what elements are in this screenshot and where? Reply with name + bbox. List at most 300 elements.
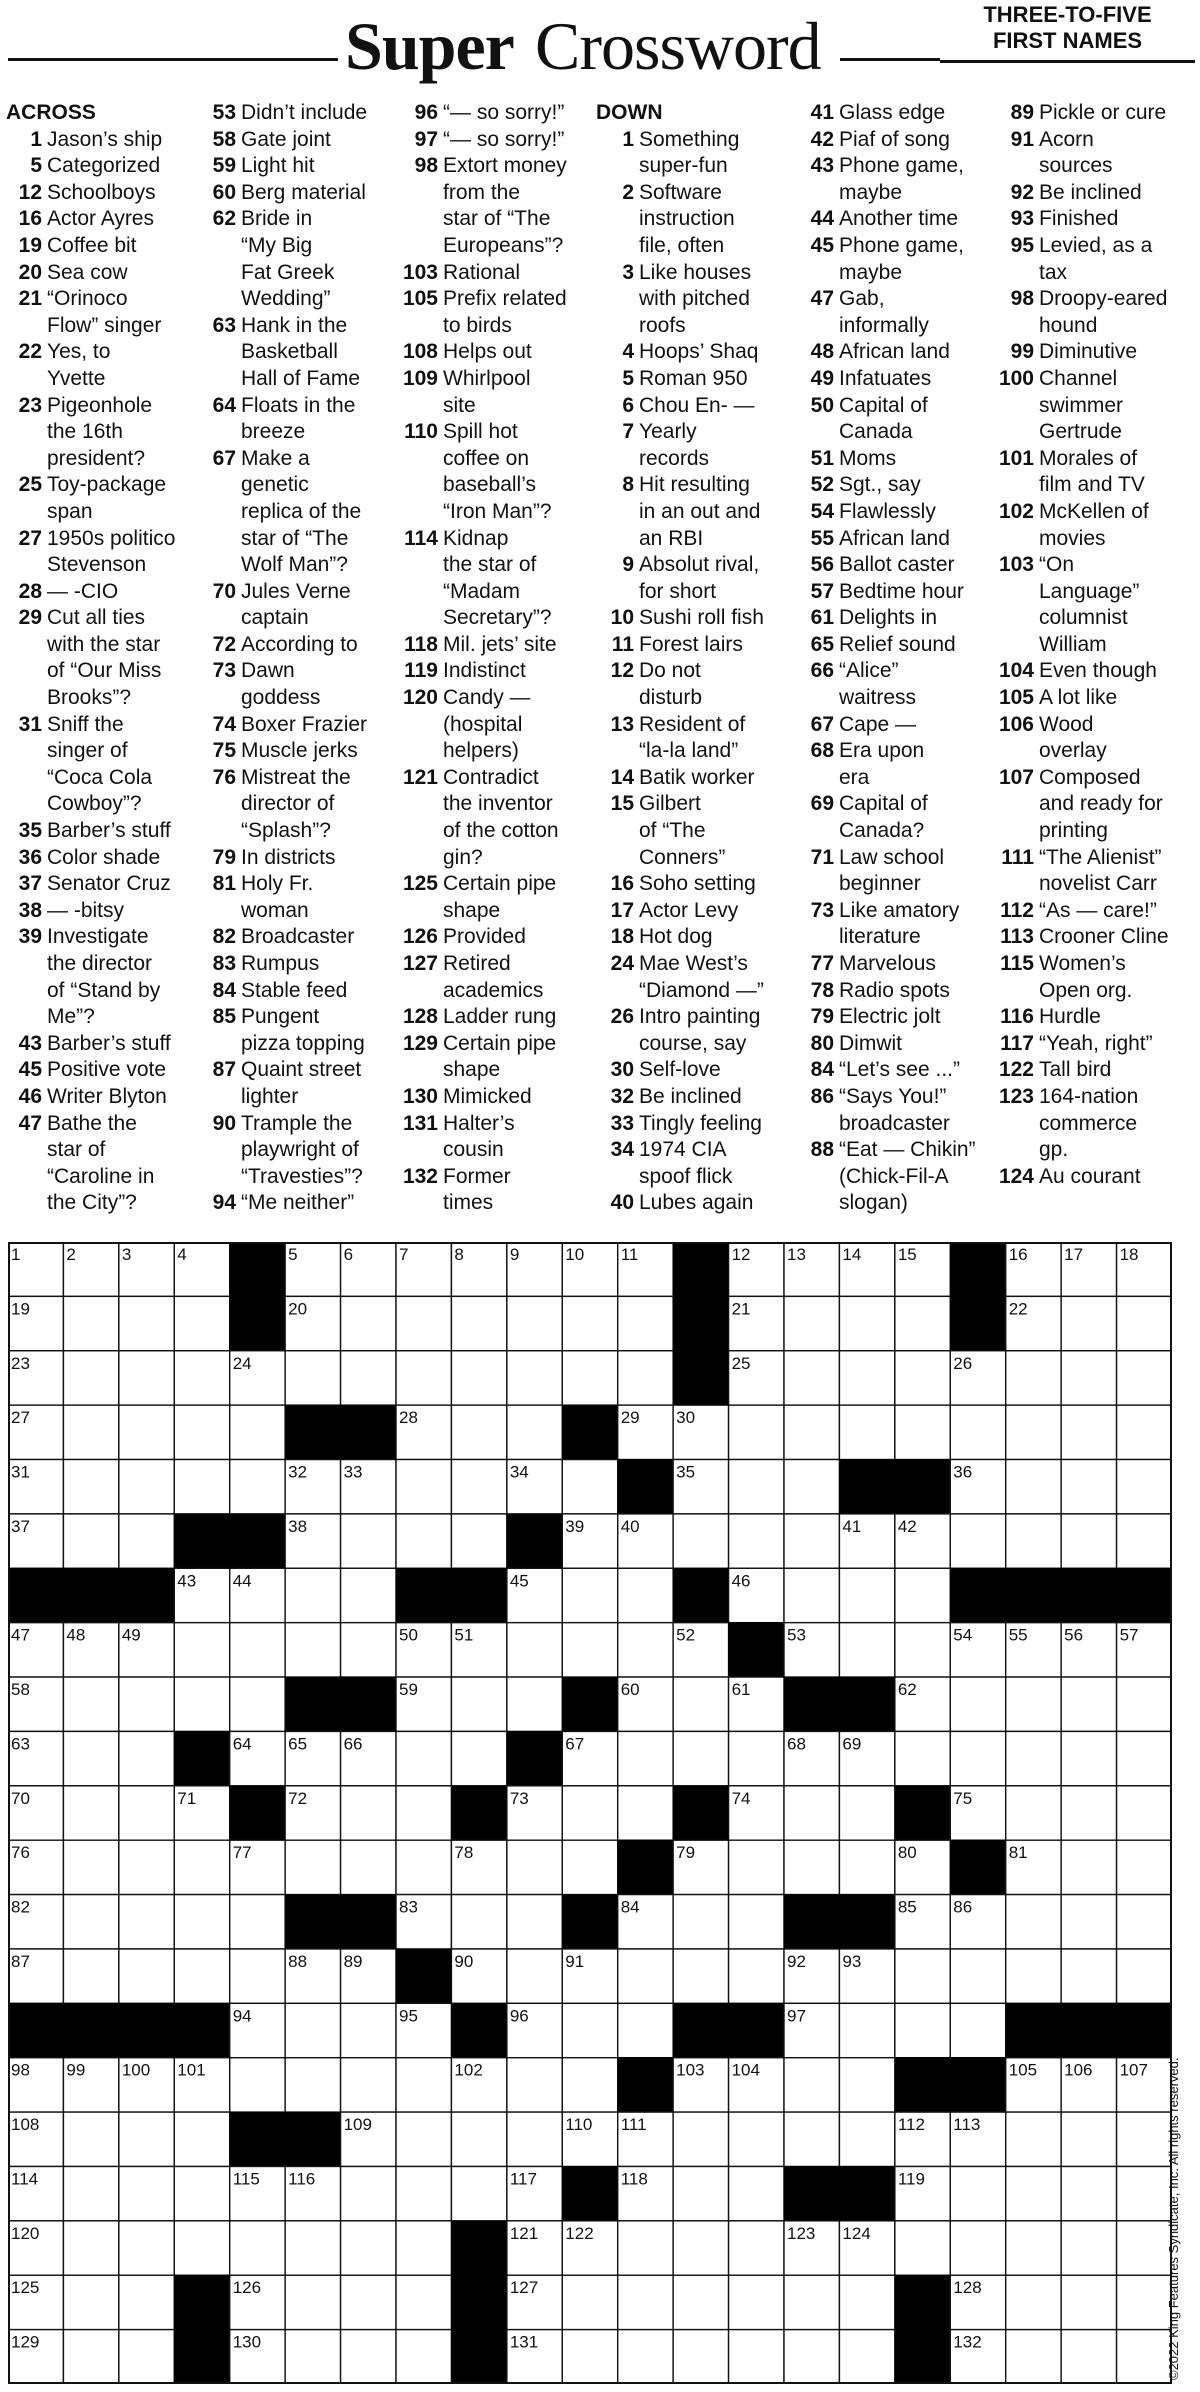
grid-cell[interactable]	[950, 1731, 1005, 1785]
grid-cell[interactable]	[396, 2275, 451, 2329]
grid-cell[interactable]	[618, 2221, 673, 2275]
grid-cell[interactable]	[950, 2003, 1005, 2057]
clue-item[interactable]	[6, 818, 216, 845]
grid-cell[interactable]	[618, 1786, 673, 1840]
grid-cell[interactable]	[119, 2112, 174, 2166]
grid-cell[interactable]	[618, 1351, 673, 1405]
grid-cell[interactable]	[285, 1568, 340, 1622]
grid-cell[interactable]	[1061, 1460, 1116, 1514]
clue-item[interactable]	[596, 658, 796, 711]
grid-cell[interactable]	[63, 1460, 118, 1514]
clue-item[interactable]	[990, 499, 1196, 552]
grid-cell[interactable]	[1006, 1949, 1061, 2003]
grid-cell[interactable]	[784, 1296, 839, 1350]
grid-cell[interactable]	[1006, 2166, 1061, 2220]
clue-item[interactable]	[596, 1057, 796, 1084]
grid-cell[interactable]	[119, 1514, 174, 1568]
clue-item[interactable]	[200, 127, 400, 154]
grid-cell[interactable]	[1006, 1460, 1061, 1514]
clue-item[interactable]	[398, 685, 598, 765]
clue-item[interactable]	[800, 526, 996, 553]
clue-item[interactable]	[6, 153, 216, 180]
clue-item[interactable]	[6, 1057, 216, 1084]
grid-cell[interactable]	[63, 1731, 118, 1785]
grid-cell[interactable]	[618, 1623, 673, 1677]
clue-item[interactable]	[800, 472, 996, 499]
grid-cell[interactable]	[451, 2112, 506, 2166]
clue-item[interactable]	[200, 313, 400, 393]
grid-cell[interactable]	[285, 1351, 340, 1405]
grid-cell[interactable]	[507, 1623, 562, 1677]
grid-cell[interactable]	[63, 2330, 118, 2384]
grid-cell[interactable]	[119, 1786, 174, 1840]
grid-cell[interactable]	[895, 1405, 950, 1459]
clue-item[interactable]	[990, 339, 1196, 366]
grid-cell[interactable]	[673, 1949, 728, 2003]
grid-cell[interactable]	[784, 2275, 839, 2329]
grid-cell[interactable]	[1117, 1514, 1172, 1568]
clue-item[interactable]	[596, 1004, 796, 1057]
grid-cell[interactable]	[119, 2330, 174, 2384]
clue-item[interactable]	[6, 339, 216, 392]
grid-cell[interactable]	[562, 2330, 617, 2384]
clue-item[interactable]	[990, 1164, 1196, 1191]
grid-cell[interactable]	[1117, 2221, 1172, 2275]
clue-item[interactable]	[6, 127, 216, 154]
grid-cell[interactable]	[729, 2221, 784, 2275]
grid-cell[interactable]	[562, 1296, 617, 1350]
grid-cell[interactable]	[784, 1405, 839, 1459]
clue-item[interactable]	[990, 233, 1196, 286]
clue-item[interactable]	[596, 366, 796, 393]
clue-item[interactable]	[990, 658, 1196, 685]
clue-item[interactable]	[200, 658, 400, 711]
clue-item[interactable]	[990, 180, 1196, 207]
grid-cell[interactable]	[396, 2058, 451, 2112]
clue-item[interactable]	[596, 1190, 796, 1217]
grid-cell[interactable]	[729, 1731, 784, 1785]
clue-item[interactable]	[398, 632, 598, 659]
clue-item[interactable]	[6, 605, 216, 711]
grid-cell[interactable]	[562, 1840, 617, 1894]
grid-cell[interactable]	[174, 2166, 229, 2220]
grid-cell[interactable]	[341, 2221, 396, 2275]
grid-cell[interactable]	[839, 2112, 894, 2166]
grid-cell[interactable]	[174, 1677, 229, 1731]
clue-item[interactable]	[800, 552, 996, 579]
grid-cell[interactable]	[895, 1296, 950, 1350]
clue-item[interactable]	[800, 1137, 996, 1217]
grid-cell[interactable]	[119, 1351, 174, 1405]
grid-cell[interactable]	[285, 2058, 340, 2112]
grid-cell[interactable]	[174, 1895, 229, 1949]
clue-item[interactable]	[6, 393, 216, 473]
clue-item[interactable]	[596, 951, 796, 1004]
grid-cell[interactable]	[341, 2058, 396, 2112]
grid-cell[interactable]	[1117, 1731, 1172, 1785]
clue-item[interactable]	[990, 924, 1196, 951]
clue-item[interactable]	[398, 286, 598, 339]
grid-cell[interactable]	[1117, 1405, 1172, 1459]
grid-cell[interactable]	[119, 1840, 174, 1894]
grid-cell[interactable]	[729, 1949, 784, 2003]
grid-cell[interactable]	[839, 1840, 894, 1894]
grid-cell[interactable]	[784, 1568, 839, 1622]
clue-item[interactable]	[200, 924, 400, 951]
grid-cell[interactable]	[1061, 1895, 1116, 1949]
clue-item[interactable]	[398, 1111, 598, 1164]
clue-item[interactable]	[398, 339, 598, 366]
grid-cell[interactable]	[1117, 2275, 1172, 2329]
clue-item[interactable]	[398, 924, 598, 951]
grid-cell[interactable]	[451, 1677, 506, 1731]
grid-cell[interactable]	[784, 1840, 839, 1894]
grid-cell[interactable]	[673, 2275, 728, 2329]
clue-item[interactable]	[990, 951, 1196, 1004]
grid-cell[interactable]	[451, 1460, 506, 1514]
clue-item[interactable]	[596, 791, 796, 871]
grid-cell[interactable]	[1006, 1514, 1061, 1568]
clue-item[interactable]	[596, 898, 796, 925]
clue-item[interactable]	[800, 978, 996, 1005]
grid-cell[interactable]	[507, 1405, 562, 1459]
grid-cell[interactable]	[673, 2166, 728, 2220]
grid-cell[interactable]	[673, 1895, 728, 1949]
grid-cell[interactable]	[562, 1623, 617, 1677]
grid-cell[interactable]	[285, 2221, 340, 2275]
grid-cell[interactable]	[396, 2221, 451, 2275]
grid-cell[interactable]	[396, 2330, 451, 2384]
grid-cell[interactable]	[784, 2330, 839, 2384]
grid-cell[interactable]	[562, 1460, 617, 1514]
grid-cell[interactable]	[451, 1351, 506, 1405]
clue-item[interactable]	[200, 738, 400, 765]
grid-cell[interactable]	[1061, 1405, 1116, 1459]
grid-cell[interactable]	[729, 2275, 784, 2329]
grid-cell[interactable]	[618, 1296, 673, 1350]
grid-cell[interactable]	[451, 1514, 506, 1568]
clue-item[interactable]	[800, 738, 996, 791]
clue-item[interactable]	[990, 765, 1196, 845]
grid-cell[interactable]	[673, 1731, 728, 1785]
grid-cell[interactable]	[729, 2166, 784, 2220]
grid-cell[interactable]	[1117, 1895, 1172, 1949]
grid-cell[interactable]	[230, 1677, 285, 1731]
grid-cell[interactable]	[562, 2003, 617, 2057]
grid-cell[interactable]	[1061, 1296, 1116, 1350]
grid-cell[interactable]	[673, 2112, 728, 2166]
clue-item[interactable]	[800, 1057, 996, 1084]
clue-item[interactable]	[6, 233, 216, 260]
clue-item[interactable]	[800, 100, 996, 127]
grid-cell[interactable]	[1117, 1949, 1172, 2003]
grid-cell[interactable]	[63, 2112, 118, 2166]
clue-item[interactable]	[200, 206, 400, 312]
grid-cell[interactable]	[119, 2275, 174, 2329]
grid-cell[interactable]	[174, 1351, 229, 1405]
clue-item[interactable]	[398, 260, 598, 287]
clue-item[interactable]	[596, 1111, 796, 1138]
grid-cell[interactable]	[396, 1514, 451, 1568]
clue-item[interactable]	[398, 127, 598, 154]
clue-item[interactable]	[6, 286, 216, 339]
grid-cell[interactable]	[1117, 2330, 1172, 2384]
clue-item[interactable]	[800, 153, 996, 206]
grid-cell[interactable]	[507, 2058, 562, 2112]
grid-cell[interactable]	[895, 1623, 950, 1677]
clue-item[interactable]	[596, 552, 796, 605]
clue-item[interactable]	[6, 845, 216, 872]
clue-item[interactable]	[398, 765, 598, 871]
clue-item[interactable]	[200, 1190, 400, 1217]
clue-item[interactable]	[990, 1004, 1196, 1031]
clue-item[interactable]	[200, 978, 400, 1005]
clue-item[interactable]	[800, 339, 996, 366]
grid-cell[interactable]	[63, 2221, 118, 2275]
clue-item[interactable]	[596, 393, 796, 420]
grid-cell[interactable]	[839, 1296, 894, 1350]
grid-cell[interactable]	[507, 1840, 562, 1894]
clue-item[interactable]	[200, 765, 400, 845]
grid-cell[interactable]	[1117, 1460, 1172, 1514]
grid-cell[interactable]	[1006, 1677, 1061, 1731]
clue-item[interactable]	[596, 472, 796, 552]
clue-item[interactable]	[990, 286, 1196, 339]
grid-cell[interactable]	[174, 1840, 229, 1894]
grid-cell[interactable]	[784, 2112, 839, 2166]
grid-cell[interactable]	[230, 1623, 285, 1677]
grid-cell[interactable]	[784, 1786, 839, 1840]
grid-cell[interactable]	[396, 1731, 451, 1785]
clue-item[interactable]	[800, 499, 996, 526]
grid-cell[interactable]	[63, 2275, 118, 2329]
grid-cell[interactable]	[63, 1840, 118, 1894]
clue-item[interactable]	[200, 180, 400, 207]
grid-cell[interactable]	[1061, 1731, 1116, 1785]
grid-cell[interactable]	[1117, 1840, 1172, 1894]
grid-cell[interactable]	[1061, 2330, 1116, 2384]
clue-item[interactable]	[398, 1164, 598, 1217]
grid-cell[interactable]	[285, 1623, 340, 1677]
grid-cell[interactable]	[451, 1895, 506, 1949]
grid-cell[interactable]	[1061, 2275, 1116, 2329]
grid-cell[interactable]	[341, 1840, 396, 1894]
grid-cell[interactable]	[784, 2058, 839, 2112]
grid-cell[interactable]	[1061, 1786, 1116, 1840]
grid-cell[interactable]	[839, 1623, 894, 1677]
clue-item[interactable]	[800, 1031, 996, 1058]
clue-item[interactable]	[596, 339, 796, 366]
clue-item[interactable]	[398, 1031, 598, 1084]
grid-cell[interactable]	[174, 2221, 229, 2275]
clue-item[interactable]	[398, 1084, 598, 1111]
clue-item[interactable]	[398, 100, 598, 127]
grid-cell[interactable]	[396, 2112, 451, 2166]
clue-item[interactable]	[398, 1004, 598, 1031]
grid-cell[interactable]	[507, 1949, 562, 2003]
grid-cell[interactable]	[63, 1677, 118, 1731]
grid-cell[interactable]	[673, 1514, 728, 1568]
grid-cell[interactable]	[63, 1895, 118, 1949]
grid-cell[interactable]	[341, 2003, 396, 2057]
grid-cell[interactable]	[562, 1568, 617, 1622]
grid-cell[interactable]	[63, 2166, 118, 2220]
clue-item[interactable]	[800, 233, 996, 286]
grid-cell[interactable]	[230, 1949, 285, 2003]
grid-cell[interactable]	[950, 1514, 1005, 1568]
grid-cell[interactable]	[1006, 1405, 1061, 1459]
clue-item[interactable]	[800, 712, 996, 739]
grid-cell[interactable]	[341, 1786, 396, 1840]
grid-cell[interactable]	[63, 1351, 118, 1405]
grid-cell[interactable]	[507, 1677, 562, 1731]
clue-item[interactable]	[200, 871, 400, 924]
clue-item[interactable]	[990, 898, 1196, 925]
grid-cell[interactable]	[839, 2058, 894, 2112]
grid-cell[interactable]	[230, 1460, 285, 1514]
grid-cell[interactable]	[895, 1949, 950, 2003]
grid-cell[interactable]	[895, 1568, 950, 1622]
grid-cell[interactable]	[729, 2112, 784, 2166]
clue-item[interactable]	[6, 579, 216, 606]
grid-cell[interactable]	[729, 1840, 784, 1894]
grid-cell[interactable]	[1117, 1351, 1172, 1405]
clue-item[interactable]	[990, 712, 1196, 765]
grid-cell[interactable]	[839, 2003, 894, 2057]
grid-cell[interactable]	[895, 2003, 950, 2057]
grid-cell[interactable]	[341, 2166, 396, 2220]
grid-cell[interactable]	[174, 2112, 229, 2166]
clue-item[interactable]	[800, 127, 996, 154]
grid-cell[interactable]	[839, 1351, 894, 1405]
clue-item[interactable]	[800, 286, 996, 339]
grid-cell[interactable]	[950, 1949, 1005, 2003]
clue-item[interactable]	[990, 446, 1196, 499]
clue-item[interactable]	[800, 632, 996, 659]
grid-cell[interactable]	[341, 1568, 396, 1622]
clue-item[interactable]	[6, 526, 216, 579]
clue-item[interactable]	[6, 924, 216, 1030]
grid-cell[interactable]	[950, 2221, 1005, 2275]
grid-cell[interactable]	[119, 2221, 174, 2275]
grid-cell[interactable]	[895, 1731, 950, 1785]
clue-item[interactable]	[6, 871, 216, 898]
clue-item[interactable]	[200, 1004, 400, 1057]
grid-cell[interactable]	[618, 1568, 673, 1622]
clue-item[interactable]	[6, 898, 216, 925]
grid-cell[interactable]	[1117, 1677, 1172, 1731]
grid-cell[interactable]	[562, 1786, 617, 1840]
clue-item[interactable]	[200, 100, 400, 127]
grid-cell[interactable]	[562, 2058, 617, 2112]
grid-cell[interactable]	[1061, 1514, 1116, 1568]
clue-item[interactable]	[990, 685, 1196, 712]
clue-item[interactable]	[800, 1004, 996, 1031]
grid-cell[interactable]	[341, 2275, 396, 2329]
grid-cell[interactable]	[230, 2221, 285, 2275]
grid-cell[interactable]	[285, 2330, 340, 2384]
grid-cell[interactable]	[285, 2003, 340, 2057]
clue-item[interactable]	[800, 1084, 996, 1137]
clue-item[interactable]	[596, 419, 796, 472]
grid-cell[interactable]	[63, 1514, 118, 1568]
grid-cell[interactable]	[396, 1840, 451, 1894]
clue-item[interactable]	[200, 845, 400, 872]
grid-cell[interactable]	[119, 1895, 174, 1949]
clue-item[interactable]	[990, 1057, 1196, 1084]
clue-item[interactable]	[800, 366, 996, 393]
grid-cell[interactable]	[285, 2275, 340, 2329]
clue-item[interactable]	[6, 1031, 216, 1058]
grid-cell[interactable]	[1006, 1731, 1061, 1785]
grid-cell[interactable]	[618, 2275, 673, 2329]
grid-cell[interactable]	[1061, 2166, 1116, 2220]
clue-item[interactable]	[200, 712, 400, 739]
grid-cell[interactable]	[673, 2221, 728, 2275]
clue-item[interactable]	[990, 552, 1196, 658]
grid-cell[interactable]	[1117, 2166, 1172, 2220]
clue-item[interactable]	[398, 366, 598, 419]
grid-cell[interactable]	[396, 1296, 451, 1350]
grid-cell[interactable]	[341, 1296, 396, 1350]
grid-cell[interactable]	[119, 1731, 174, 1785]
clue-item[interactable]	[800, 393, 996, 446]
grid-cell[interactable]	[618, 2330, 673, 2384]
clue-item[interactable]	[200, 632, 400, 659]
grid-cell[interactable]	[230, 2058, 285, 2112]
clue-item[interactable]	[800, 605, 996, 632]
grid-cell[interactable]	[451, 1296, 506, 1350]
grid-cell[interactable]	[119, 1460, 174, 1514]
clue-item[interactable]	[200, 153, 400, 180]
clue-item[interactable]	[800, 845, 996, 898]
grid-cell[interactable]	[729, 1405, 784, 1459]
grid-cell[interactable]	[618, 2003, 673, 2057]
clue-item[interactable]	[596, 180, 796, 260]
grid-cell[interactable]	[1061, 2221, 1116, 2275]
grid-cell[interactable]	[119, 2166, 174, 2220]
grid-cell[interactable]	[618, 1949, 673, 2003]
grid-cell[interactable]	[396, 1351, 451, 1405]
clue-item[interactable]	[990, 127, 1196, 180]
grid-cell[interactable]	[341, 2330, 396, 2384]
grid-cell[interactable]	[839, 2275, 894, 2329]
clue-item[interactable]	[6, 206, 216, 233]
grid-cell[interactable]	[230, 1895, 285, 1949]
grid-cell[interactable]	[507, 1895, 562, 1949]
grid-cell[interactable]	[451, 1731, 506, 1785]
grid-cell[interactable]	[341, 1514, 396, 1568]
clue-item[interactable]	[200, 393, 400, 446]
grid-cell[interactable]	[174, 1623, 229, 1677]
crossword-grid[interactable]	[8, 1242, 1172, 2384]
clue-item[interactable]	[6, 712, 216, 818]
grid-cell[interactable]	[507, 1351, 562, 1405]
grid-cell[interactable]	[729, 1514, 784, 1568]
grid-cell[interactable]	[673, 2330, 728, 2384]
clue-item[interactable]	[800, 791, 996, 844]
grid-cell[interactable]	[562, 1351, 617, 1405]
grid-cell[interactable]	[895, 2221, 950, 2275]
grid-cell[interactable]	[285, 1840, 340, 1894]
grid-cell[interactable]	[895, 1351, 950, 1405]
grid-cell[interactable]	[63, 1786, 118, 1840]
grid-cell[interactable]	[396, 2166, 451, 2220]
grid-cell[interactable]	[950, 1405, 1005, 1459]
grid-cell[interactable]	[174, 1405, 229, 1459]
grid-cell[interactable]	[119, 1677, 174, 1731]
clue-item[interactable]	[800, 951, 996, 978]
